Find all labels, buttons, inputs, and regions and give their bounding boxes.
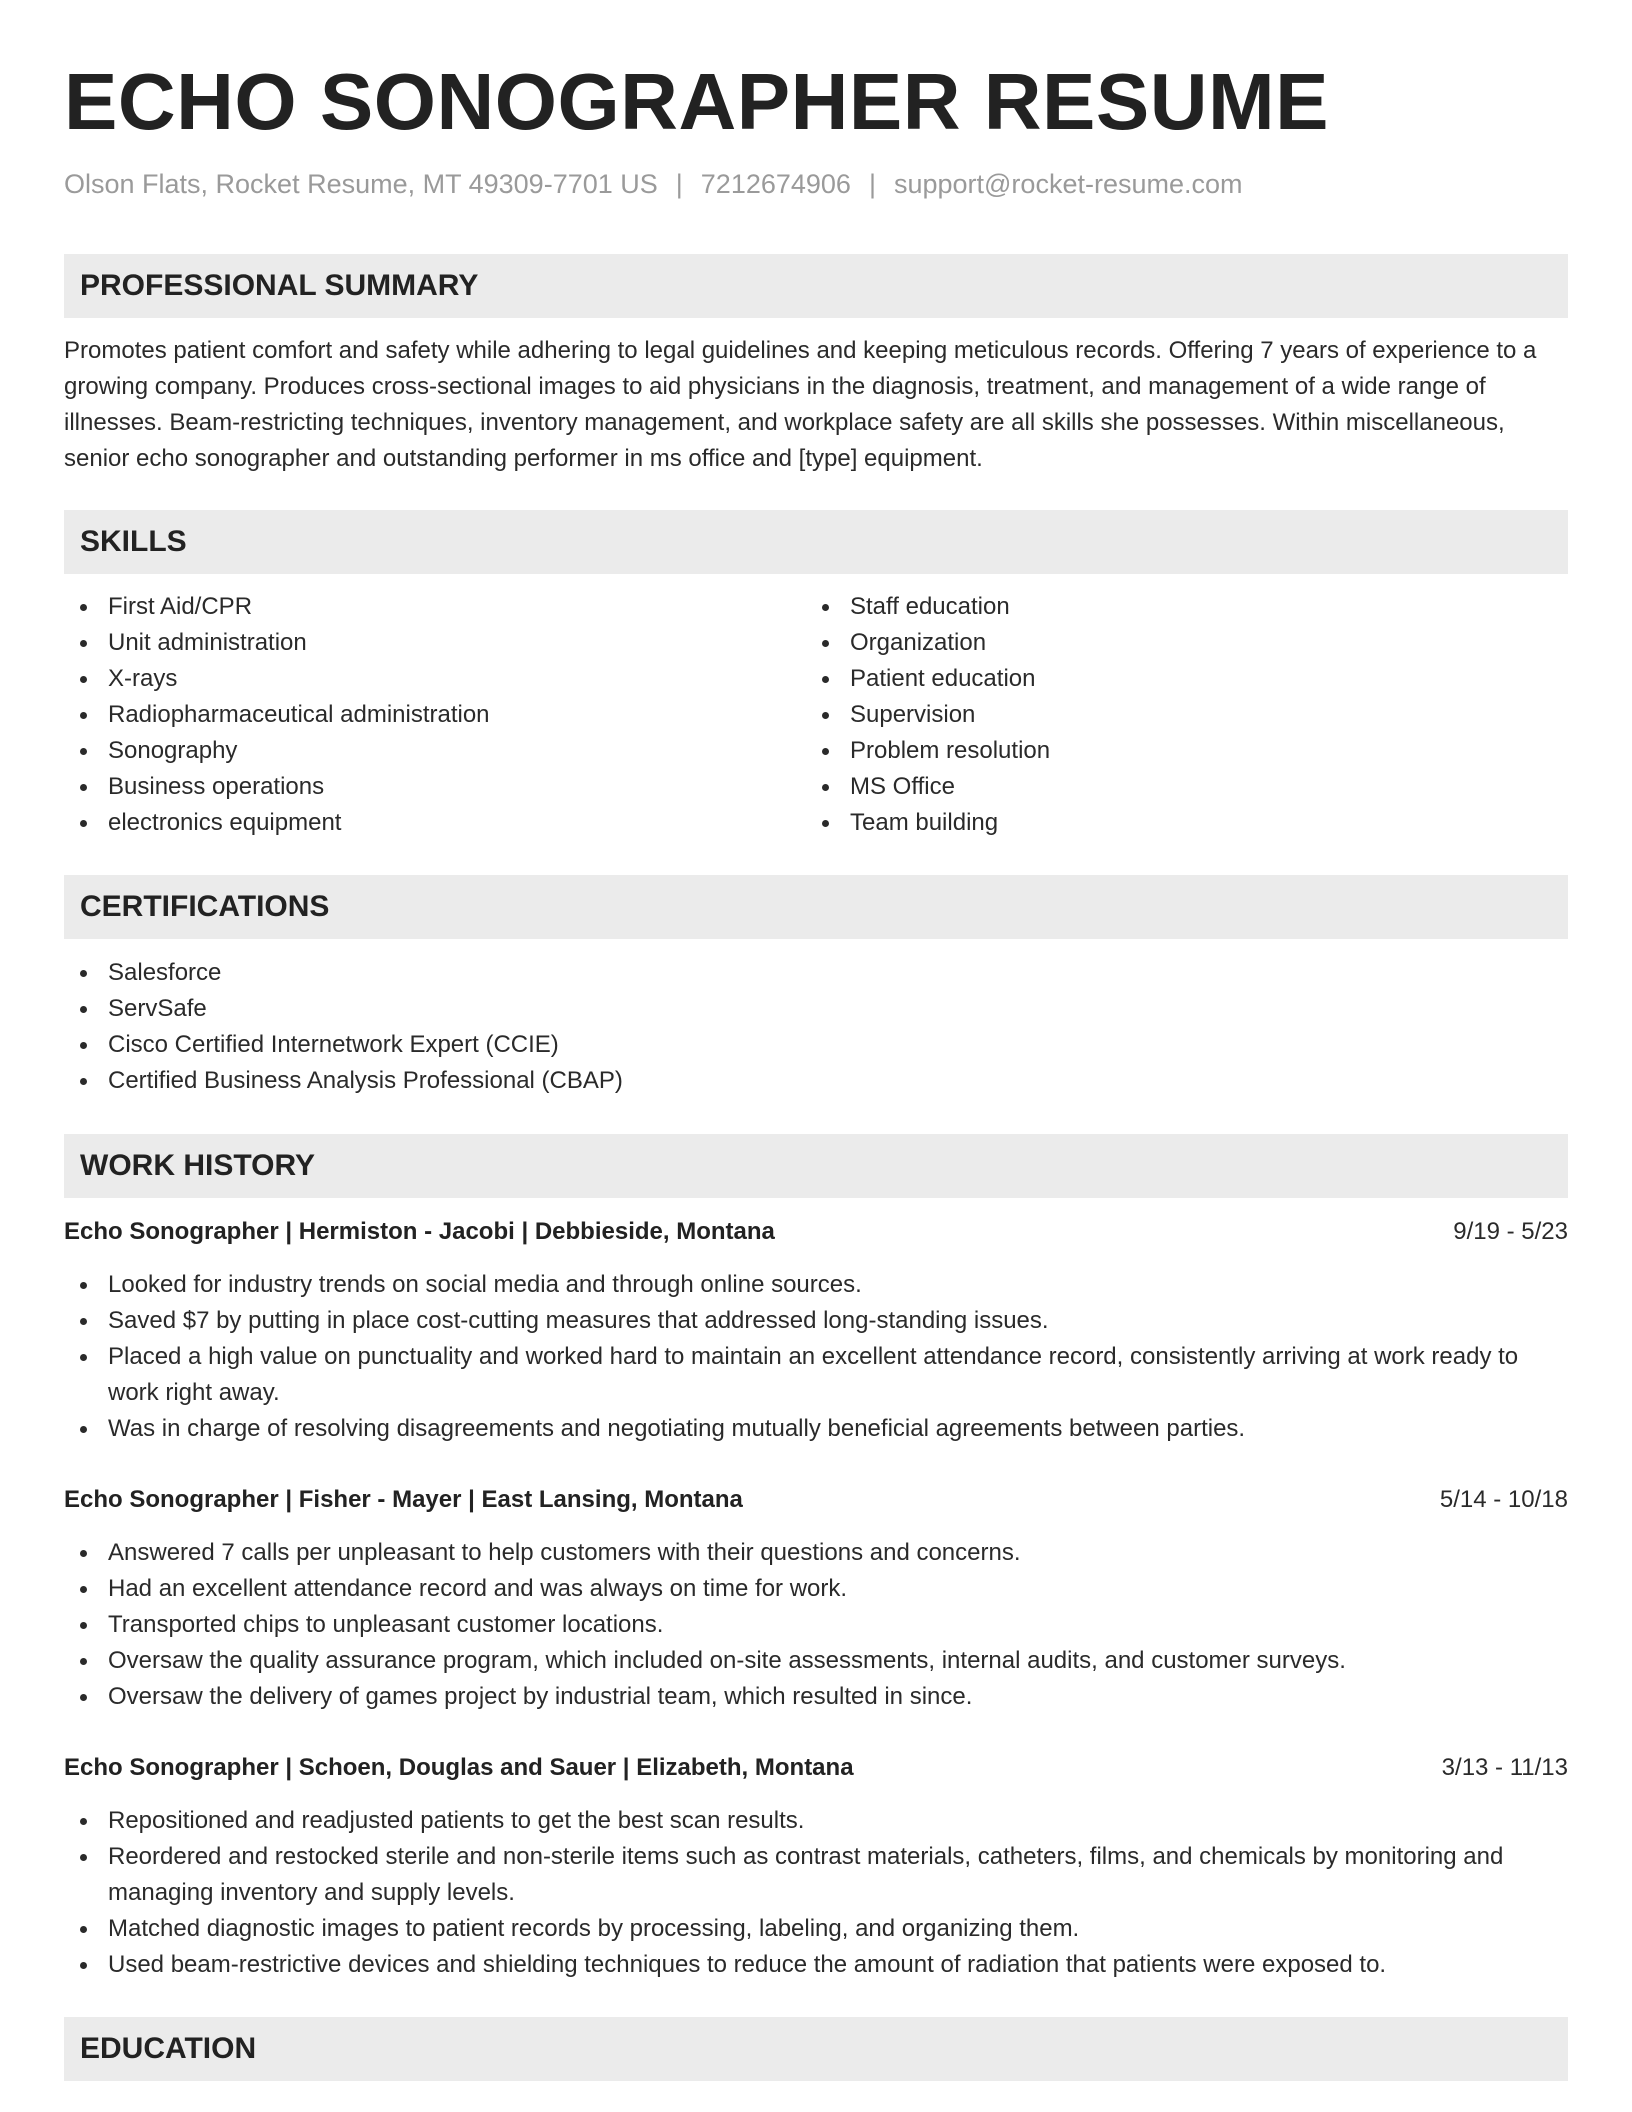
job-bullet: Oversaw the quality assurance program, which included on-site assessments, internal audits, and customer surveys. (64, 1643, 1568, 1679)
job-title: Echo Sonographer | Fisher - Mayer | East Lansing, Montana (64, 1486, 743, 1513)
section-title: SKILLS (80, 525, 187, 558)
contact-line (64, 166, 1243, 202)
skill-item: Staff education (806, 589, 1546, 625)
job-bullets (64, 1803, 1568, 1983)
skill-item: First Aid/CPR (64, 589, 804, 625)
job-header (64, 1482, 1568, 1518)
skill-item: Sonography (64, 733, 804, 769)
section-title: PROFESSIONAL SUMMARY (80, 269, 479, 302)
certification-item: Cisco Certified Internetwork Expert (CCIE) (64, 1027, 1568, 1063)
job-header (64, 1750, 1568, 1786)
job-bullet: Answered 7 calls per unpleasant to help customers with their questions and concerns. (64, 1535, 1568, 1571)
section-title: CERTIFICATIONS (80, 890, 330, 923)
job-bullet: Transported chips to unpleasant customer locations. (64, 1607, 1568, 1643)
job-bullet: Reordered and restocked sterile and non-sterile items such as contrast materials, catheters, films, and chemicals by monitoring and managing inventory and supply levels. (64, 1839, 1568, 1911)
certification-item: Salesforce (64, 955, 1568, 991)
certification-item: Certified Business Analysis Professional (CBAP) (64, 1063, 1568, 1099)
job-dates: 5/14 - 10/18 (1439, 1486, 1568, 1513)
section-header-education (64, 2017, 1568, 2081)
job-bullet: Used beam-restrictive devices and shielding techniques to reduce the amount of radiation that patients were exposed to. (64, 1947, 1568, 1983)
contact-address: Olson Flats, Rocket Resume, MT 49309-7701 US (64, 169, 658, 199)
job-bullet: Oversaw the delivery of games project by industrial team, which resulted in since. (64, 1679, 1568, 1715)
skill-item: electronics equipment (64, 805, 804, 841)
skill-item: Patient education (806, 661, 1546, 697)
job-bullet: Saved $7 by putting in place cost-cutting measures that addressed long-standing issues. (64, 1303, 1568, 1339)
skill-item: Team building (806, 805, 1546, 841)
job-bullets (64, 1267, 1568, 1447)
job-bullet: Repositioned and readjusted patients to get the best scan results. (64, 1803, 1568, 1839)
job-bullet: Had an excellent attendance record and was always on time for work. (64, 1571, 1568, 1607)
section-header-summary (64, 254, 1568, 318)
job-bullet: Looked for industry trends on social media and through online sources. (64, 1267, 1568, 1303)
job-dates: 3/13 - 11/13 (1441, 1754, 1568, 1781)
contact-phone: 7212674906 (700, 169, 851, 199)
section-header-skills (64, 510, 1568, 574)
certification-item: ServSafe (64, 991, 1568, 1027)
job-title: Echo Sonographer | Hermiston - Jacobi | Debbieside, Montana (64, 1218, 775, 1245)
contact-separator: | (675, 169, 683, 199)
skills-list-right (806, 589, 1546, 841)
resume-title: ECHO SONOGRAPHER RESUME (64, 57, 1329, 146)
section-header-certifications (64, 875, 1568, 939)
job-title: Echo Sonographer | Schoen, Douglas and Sauer | Elizabeth, Montana (64, 1754, 854, 1781)
job-bullet: Matched diagnostic images to patient records by processing, labeling, and organizing them. (64, 1911, 1568, 1947)
skill-item: Business operations (64, 769, 804, 805)
section-title: EDUCATION (80, 2032, 257, 2065)
skills-list-left (64, 589, 804, 841)
job-bullets (64, 1535, 1568, 1715)
job-bullet: Placed a high value on punctuality and worked hard to maintain an excellent attendance record, consistently arriving at work ready to work right away. (64, 1339, 1568, 1411)
contact-separator: | (868, 169, 876, 199)
job-bullet: Was in charge of resolving disagreements and negotiating mutually beneficial agreements between parties. (64, 1411, 1568, 1447)
skill-item: Problem resolution (806, 733, 1546, 769)
certifications-list (64, 955, 1568, 1099)
skill-item: Organization (806, 625, 1546, 661)
job-header (64, 1214, 1568, 1250)
skill-item: Unit administration (64, 625, 804, 661)
section-title: WORK HISTORY (80, 1149, 316, 1182)
skill-item: MS Office (806, 769, 1546, 805)
summary-text: Promotes patient comfort and safety while adhering to legal guidelines and keeping meticulous records. Offering 7 years of experience to a growing company. Produces cross-sectional images to aid physicians in the diagnosis, treatment, and management of a wide range of illnesses. Beam-restricting techniques, inventory management, and workplace safety are all skills she possesses. Within miscellaneous, senior echo sonographer and outstanding performer in ms office and [type] equipment. (64, 337, 1537, 472)
skill-item: Supervision (806, 697, 1546, 733)
section-header-work-history (64, 1134, 1568, 1198)
job-dates: 9/19 - 5/23 (1453, 1218, 1568, 1245)
contact-email: support@rocket-resume.com (893, 169, 1243, 199)
skill-item: Radiopharmaceutical administration (64, 697, 804, 733)
skill-item: X-rays (64, 661, 804, 697)
